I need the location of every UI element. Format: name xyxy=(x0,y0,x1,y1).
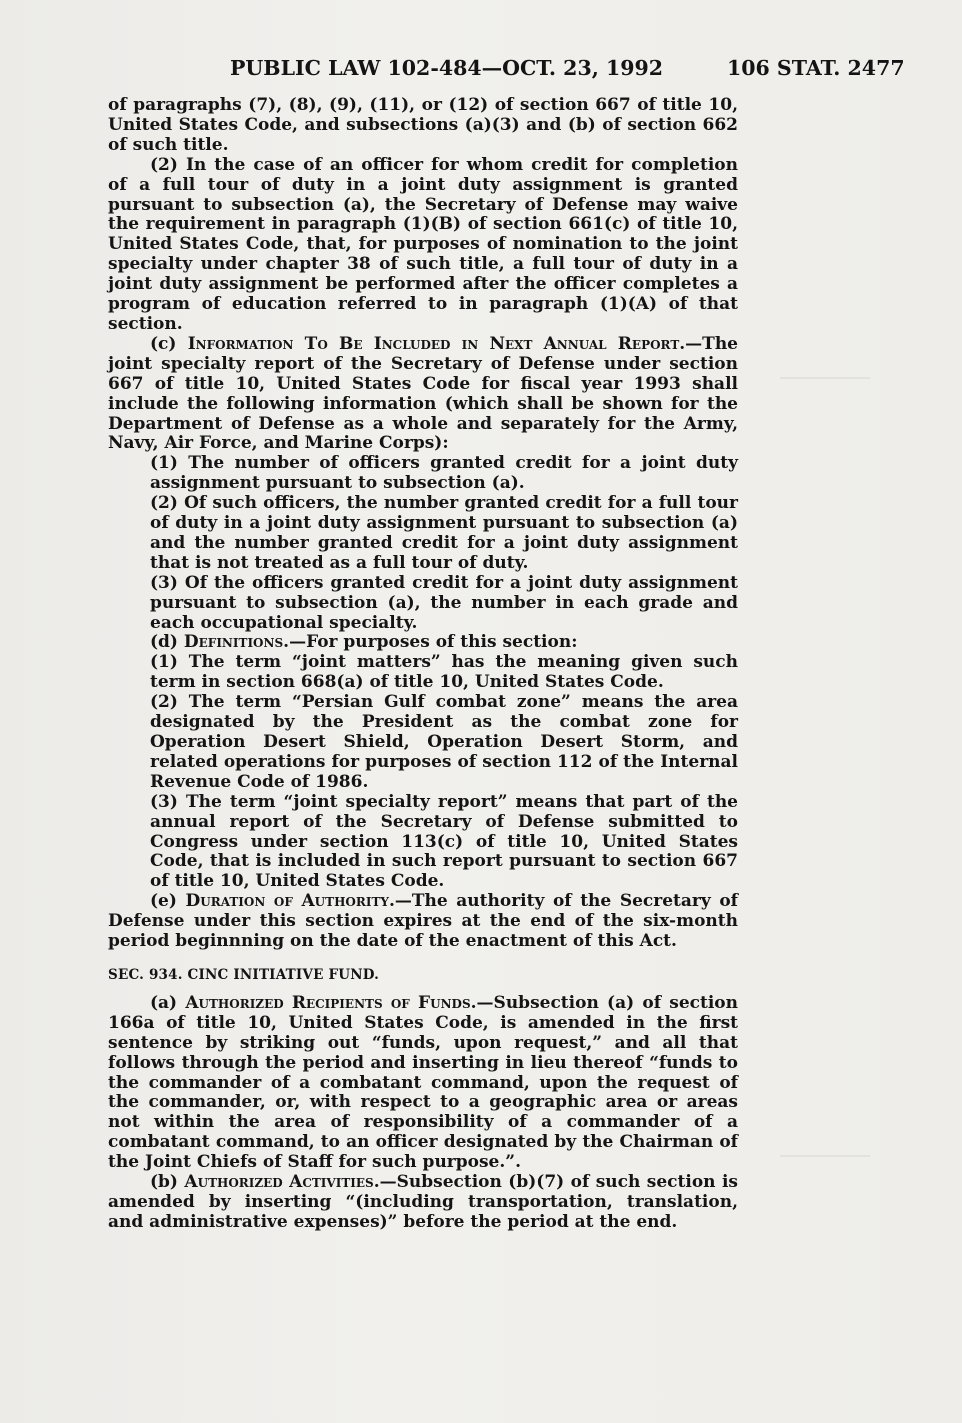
subsection-d-text: —For purposes of this section: xyxy=(289,632,578,653)
subsection-c-label: (c) xyxy=(150,333,177,354)
subsection-e-text: —The authority of the Secretary of Defense under this section expires at the end of the six-month period beginnning on the date of the enactment of this Act. xyxy=(108,891,738,952)
subsection-b-heading: Authorized Activities. xyxy=(184,1172,380,1193)
subsection-d xyxy=(108,633,738,653)
subsection-a-text: —Subsection (a) of section 166a of title 10, United States Code, is amended in the first sentence by striking out “funds, upon request,” and all that follows through the period and inserting in lieu thereof “funds to the commander of a combatant command, upon the request of the commander, or, with respect to a geographic area or areas not within the area of responsibility of a commander of a combatant command, to an officer designated by the Chairman of the Joint Chiefs of Staff for such purpose.”. xyxy=(108,992,738,1173)
paragraph-continuation: of paragraphs (7), (8), (9), (11), or (12) of section 667 of title 10, United States Code, and subsections (a)(3) and (b) of section 662 of such title. xyxy=(108,95,738,155)
subsection-c-text: —The joint specialty report of the Secretary of Defense under section 667 of title 10, United States Code for fiscal year 1993 shall include the following information (which shall be shown for the Department of Defense as a whole and separately for the Army, Navy, Air Force, and Marine Corps): xyxy=(108,333,738,454)
list-item: (3) The term “joint specialty report” means that part of the annual report of the Secretary of Defense submitted to Congress under section 113(c) of title 10, United States Code, that is included in such report pursuant to section 667 of title 10, United States Code. xyxy=(150,791,738,892)
subsection-b-label: (b) xyxy=(150,1172,178,1193)
list-item: (1) The number of officers granted credit for a joint duty assignment pursuant to subsection (a). xyxy=(150,453,738,494)
subsection-a-heading: Authorized Recipients of Funds. xyxy=(185,992,477,1013)
bleed-through-mark xyxy=(780,377,870,379)
list-item: (3) Of the officers granted credit for a joint duty assignment pursuant to subsection (a), the number in each grade and each occupational specialty. xyxy=(150,572,738,633)
list-item: (2) Of such officers, the number granted credit for a full tour of duty in a joint duty assignment pursuant to subsection (a) and the number granted credit for a joint duty assignment that is not treated as a full tour of duty. xyxy=(150,493,738,573)
page-header xyxy=(0,56,962,86)
subsection-e-label: (e) xyxy=(150,891,177,912)
list-item: (1) The term “joint matters” has the meaning given such term in section 668(a) of title 10, United States Code. xyxy=(150,652,738,693)
subsection-a xyxy=(108,994,738,1173)
subsection-e xyxy=(108,892,738,952)
list-item: (2) The term “Persian Gulf combat zone” means the area designated by the President as the combat zone for Operation Desert Shield, Operation Desert Storm, and related operations for purposes of section 112 of the Internal Revenue Code of 1986. xyxy=(150,692,738,792)
subsection-e-heading: Duration of Authority. xyxy=(185,891,395,912)
statute-page-number: 106 STAT. 2477 xyxy=(727,56,905,80)
subsection-d-label: (d) xyxy=(150,632,178,653)
subsection-b-text: —Subsection (b)(7) of such section is amended by inserting “(including transportation, translation, and administrative expenses)” before the period at the end. xyxy=(108,1172,738,1232)
section-heading: SEC. 934. CINC INITIATIVE FUND. xyxy=(108,966,380,983)
subsection-c xyxy=(108,335,738,454)
subsection-b xyxy=(108,1173,738,1233)
subsection-d-heading: Definitions. xyxy=(183,632,290,653)
subsection-a-label: (a) xyxy=(150,992,178,1013)
running-head: PUBLIC LAW 102-484—OCT. 23, 1992 xyxy=(230,56,664,80)
paragraph-2: (2) In the case of an officer for whom credit for completion of a full tour of duty in a joint duty assignment is granted pursuant to subsection (a), the Secretary of Defense may waive the requirement in paragraph (1)(B) of section 661(c) of title 10, United States Code, that, for purposes of nomination to the joint specialty under chapter 38 of such title, a full tour of duty in a joint duty assignment be performed after the officer completes a program of education referred to in paragraph (1)(A) of that section. xyxy=(108,154,738,334)
document-body xyxy=(108,96,738,1233)
bleed-through-mark xyxy=(780,1155,870,1157)
subsection-c-heading: Information To Be Included in Next Annual Report. xyxy=(187,333,686,354)
